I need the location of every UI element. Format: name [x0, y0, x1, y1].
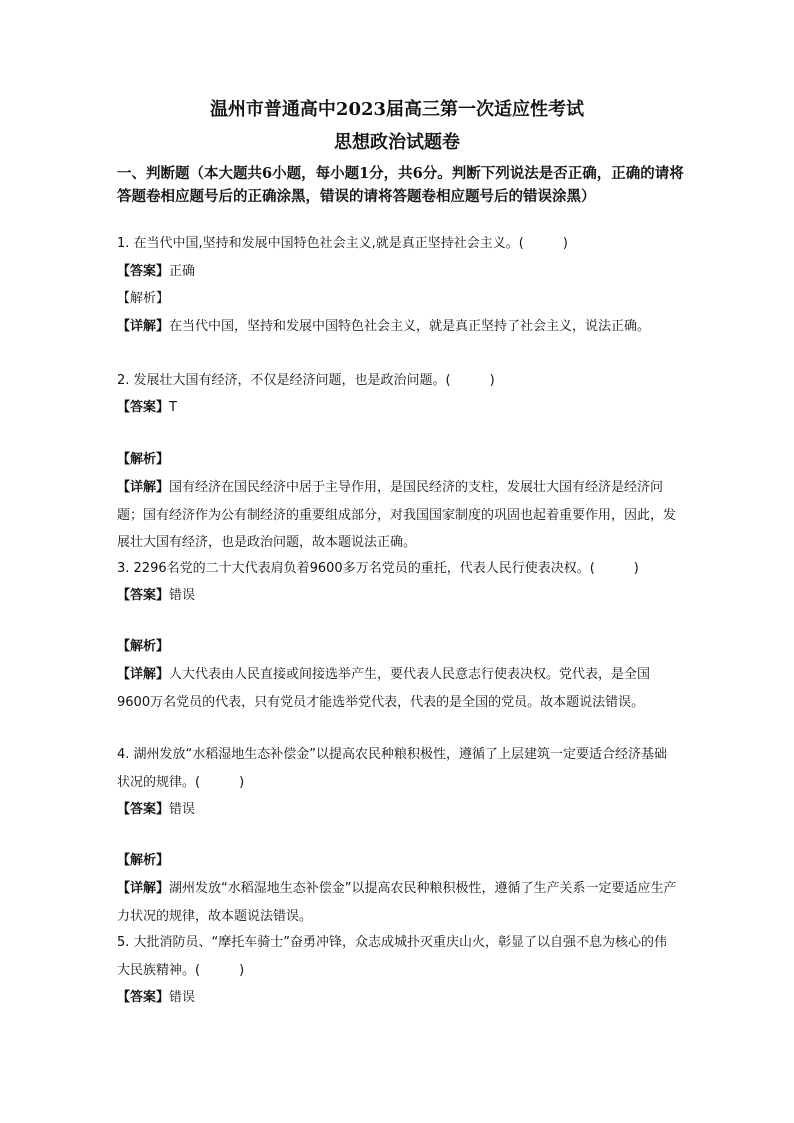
question-3-analysis-label: 【解析】	[117, 639, 170, 654]
section-heading: 一、判断题（本大题共6小题，每小题1分，共6分。判断下列说法是否正确，正确的请将答题卷相应题号后的正确涂黑，错误的请将答题卷相应题号后的错误涂黑）	[117, 165, 684, 205]
answer-value: 错误	[169, 588, 196, 603]
question-1-stem: 1. 在当代中国,坚持和发展中国特色社会主义,就是真正坚持社会主义。( )	[117, 236, 568, 251]
question-4-stem: 4. 湖州发放“水稻湿地生态补偿金”以提高农民种粮积极性，遵循了上层建筑一定要适合经济基础状况的规律。( )	[117, 747, 668, 790]
exam-title: 温州市普通高中2023届高三第一次适应性考试	[209, 99, 585, 120]
question-2-stem: 2. 发展壮大国有经济，不仅是经济问题，也是政治问题。( )	[117, 373, 495, 388]
answer-value: 错误	[169, 990, 196, 1005]
question-5-answer	[117, 989, 195, 1007]
question-4-answer	[117, 801, 195, 819]
detail-label: 【详解】	[117, 319, 170, 334]
answer-label: 【答案】	[117, 588, 170, 603]
detail-text: 国有经济在国民经济中居于主导作用，是国民经济的支柱，发展壮大国有经济是经济问题；国有经济作为公有制经济的重要组成部分，对我国国家制度的巩固也起着重要作用，因此，发展壮大国有经济，也是政治问题，故本题说法正确。	[117, 480, 677, 550]
detail-label: 【详解】	[117, 881, 170, 896]
detail-text: 湖州发放“水稻湿地生态补偿金”以提高农民种粮积极性，遵循了生产关系一定要适应生产力状况的规律，故本题说法错误。	[117, 881, 677, 924]
answer-value: T	[169, 400, 177, 415]
question-4-analysis-label: 【解析】	[117, 853, 170, 868]
question-3-detail	[117, 661, 677, 716]
detail-text: 在当代中国，坚持和发展中国特色社会主义，就是真正坚持了社会主义，说法正确。	[169, 319, 651, 334]
question-3-answer	[117, 587, 195, 605]
answer-value: 正确	[169, 264, 196, 279]
detail-text: 人大代表由人民直接或间接选举产生，要代表人民意志行使表决权。党代表，是全国9600万名党员的代表，只有党员才能选举党代表，代表的是全国的党员。故本题说法错误。	[117, 667, 651, 710]
answer-value: 错误	[169, 802, 196, 817]
answer-label: 【答案】	[117, 802, 170, 817]
question-1-analysis-label: 【解析】	[117, 291, 170, 306]
detail-label: 【详解】	[117, 667, 170, 682]
question-1-answer	[117, 263, 195, 281]
question-3-stem: 3. 2296名党的二十大代表肩负着9600多万名党员的重托，代表人民行使表决权。( )	[117, 561, 639, 576]
answer-label: 【答案】	[117, 400, 170, 415]
question-2-detail	[117, 474, 677, 557]
question-1-detail	[117, 313, 677, 341]
detail-label: 【详解】	[117, 480, 170, 495]
exam-subtitle: 思想政治试题卷	[334, 132, 460, 153]
answer-label: 【答案】	[117, 264, 170, 279]
answer-label: 【答案】	[117, 990, 170, 1005]
question-2-answer	[117, 399, 177, 417]
question-4-detail	[117, 875, 677, 930]
question-5-stem: 5. 大批消防员、“摩托车骑士”奋勇冲锋，众志成城扑灭重庆山火，彰显了以自强不息为核心的伟大民族精神。( )	[117, 935, 668, 978]
question-2-analysis-label: 【解析】	[117, 452, 170, 467]
